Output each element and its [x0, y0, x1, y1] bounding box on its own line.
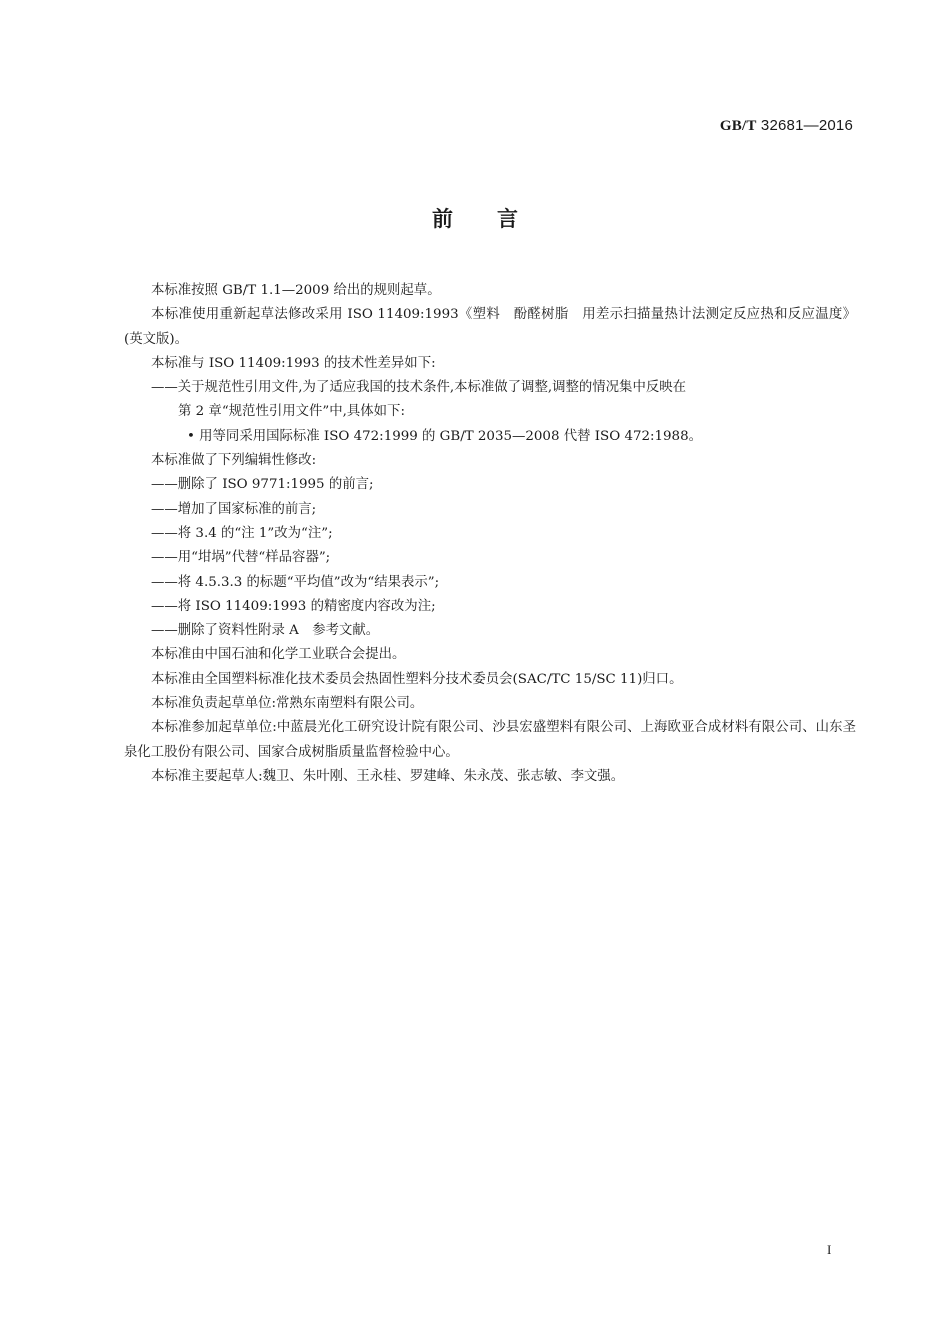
standard-code [720, 117, 853, 135]
dash-item: ——将 4.5.3.3 的标题“平均值”改为“结果表示”; [151, 574, 440, 590]
dash-item-continuation: 第 2 章“规范性引用文件”中,具体如下: [178, 404, 405, 420]
dash-item: ——增加了国家标准的前言; [151, 501, 317, 517]
paragraph: 本标准参加起草单位:中蓝晨光化工研究设计院有限公司、沙县宏盛塑料有限公司、上海欧亚合成材料有限公司、山东圣泉化工股份有限公司、国家合成树脂质量监督检验中心。 [124, 720, 856, 760]
bullet-item: • 用等同采用国际标准 ISO 472:1999 的 GB/T 2035—2008 代替 ISO 472:1988。 [187, 428, 702, 444]
dash-item: ——删除了 ISO 9771:1995 的前言; [151, 477, 374, 493]
paragraph: 本标准使用重新起草法修改采用 ISO 11409:1993《塑料 酚醛树脂 用差示扫描量热计法测定反应热和反应温度》(英文版)。 [124, 307, 856, 347]
dash-item: ——关于规范性引用文件,为了适应我国的技术条件,本标准做了调整,调整的情况集中反映在 [151, 380, 687, 396]
dash-item: ——删除了资料性附录 A 参考文献。 [151, 623, 380, 639]
dash-item: ——将 ISO 11409:1993 的精密度内容改为注; [151, 598, 436, 614]
paragraph: 本标准做了下列编辑性修改: [151, 453, 317, 469]
paragraph: 本标准与 ISO 11409:1993 的技术性差异如下: [151, 355, 436, 371]
paragraph: 本标准主要起草人:魏卫、朱叶刚、王永桂、罗建峰、朱永茂、张志敏、李文强。 [151, 768, 625, 784]
standard-number: 32681—2016 [760, 117, 853, 134]
foreword-body [124, 279, 856, 789]
paragraph: 本标准由中国石油和化学工业联合会提出。 [151, 647, 406, 663]
page-number: I [827, 1242, 832, 1257]
standard-prefix: GB/T [719, 118, 757, 134]
dash-item: ——将 3.4 的“注 1”改为“注”; [151, 525, 333, 541]
dash-item: ——用“坩埚”代替“样品容器”; [151, 550, 331, 566]
paragraph: 本标准负责起草单位:常熟东南塑料有限公司。 [151, 696, 424, 712]
page-title: 前言 [432, 207, 562, 231]
paragraph: 本标准按照 GB/T 1.1—2009 给出的规则起草。 [151, 283, 441, 298]
paragraph: 本标准由全国塑料标准化技术委员会热固性塑料分技术委员会(SAC/TC 15/SC 11)归口。 [151, 671, 683, 687]
